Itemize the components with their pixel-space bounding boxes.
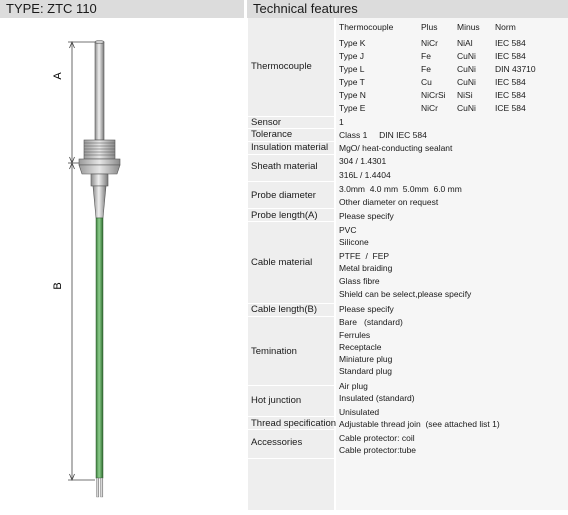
tc-type: Type N [339, 90, 366, 100]
tc-minus: CuNi [457, 64, 476, 74]
tc-minus: CuNi [457, 51, 476, 61]
product-drawing-panel [0, 18, 244, 510]
tc-type: Type T [339, 77, 365, 87]
tc-type: Type J [339, 51, 365, 61]
probe-length-value: Please specify [339, 211, 394, 221]
termination-value: Miniature plug [339, 354, 393, 364]
termination-label: Temination [251, 346, 297, 357]
thread-label: Thread specification [251, 418, 337, 429]
termination-value: Standard plug [339, 366, 392, 376]
accessories-value: Cable protector: coil [339, 433, 415, 443]
hot-junction-label: Hot junction [251, 395, 302, 406]
tc-type: Type K [339, 38, 366, 48]
probe-diameter-label: Probe diameter [251, 190, 316, 201]
tc-norm: DIN 43710 [495, 64, 536, 74]
hot-junction-value: Unisulated [339, 407, 380, 417]
cable-material-value: PTFE / FEP [339, 251, 390, 261]
technical-spec-table [248, 18, 568, 510]
cable-length-value: Please specify [339, 304, 394, 314]
tc-norm: IEC 584 [495, 77, 526, 87]
tc-norm: IEC 584 [495, 38, 526, 48]
tc-norm: IEC 584 [495, 90, 526, 100]
thread-value: Adjustable thread join (see attached list 1) [339, 419, 500, 429]
insulation-label: Insulation material [251, 142, 329, 153]
thermocouple-drawing [0, 18, 244, 510]
wire-leads [97, 478, 103, 497]
probe-length-label: Probe length(A) [251, 210, 318, 221]
type-header [0, 0, 244, 18]
cable [96, 218, 103, 478]
sheath-label: Sheath material [251, 161, 318, 172]
tc-type: Type L [339, 64, 365, 74]
probe-diameter-value: 3.0mm 4.0 mm 5.0mm 6.0 mm [339, 184, 462, 194]
probe-diameter-value: Other diameter on request [339, 197, 439, 207]
type-title: TYPE: ZTC 110 [6, 1, 97, 16]
label-cell-blank [248, 459, 334, 510]
cable-material-value: Glass fibre [339, 276, 380, 286]
hot-junction-value: Insulated (standard) [339, 393, 415, 403]
sensor-value: 1 [339, 117, 344, 127]
cable-material-value: Shield can be select,please specify [339, 289, 472, 299]
thermocouple-label: Thermocouple [251, 61, 312, 72]
tc-minus: NiAl [457, 38, 473, 48]
cable-material-value: Metal braiding [339, 263, 393, 273]
tc-plus: Cu [421, 77, 432, 87]
tolerance-label: Tolerance [251, 129, 293, 140]
termination-value: Air plug [339, 381, 368, 391]
dimension-lines [68, 42, 95, 480]
col-header-thermocouple: Thermocouple [339, 22, 394, 32]
tc-plus: NiCr [421, 38, 438, 48]
tc-minus: CuNi [457, 103, 476, 113]
dimension-b-label: B [52, 282, 64, 290]
tc-norm: ICE 584 [495, 103, 526, 113]
tc-norm: IEC 584 [495, 51, 526, 61]
termination-value: Ferrules [339, 330, 371, 340]
tc-plus: NiCr [421, 103, 438, 113]
col-header-norm: Norm [495, 22, 516, 32]
tolerance-value: Class 1 DIN IEC 584 [339, 130, 427, 140]
dimension-a-label: A [52, 72, 64, 80]
termination-value: Receptacle [339, 342, 382, 352]
col-header-plus: Plus [421, 22, 438, 32]
accessories-value: Cable protector:tube [339, 445, 417, 455]
tc-plus: Fe [421, 64, 431, 74]
technical-features-header [247, 0, 568, 18]
technical-features-title: Technical features [253, 1, 358, 16]
accessories-label: Accessories [251, 437, 303, 448]
termination-value: Bare (standard) [339, 317, 403, 327]
cable-length-label: Cable length(B) [251, 304, 318, 315]
sheath-value: 316L / 1.4404 [339, 170, 391, 180]
tc-type: Type E [339, 103, 366, 113]
tc-plus: NiCrSi [421, 90, 446, 100]
col-header-minus: Minus [457, 22, 480, 32]
cable-material-label: Cable material [251, 257, 313, 268]
tc-minus: CuNi [457, 77, 476, 87]
sheath-value: 304 / 1.4301 [339, 156, 387, 166]
insulation-value: MgO/ heat-conducting sealant [339, 143, 453, 153]
cable-material-value: Silicone [339, 237, 369, 247]
thread-fitting [79, 140, 120, 218]
cable-material-value: PVC [339, 225, 357, 235]
sensor-label: Sensor [251, 117, 282, 128]
tc-plus: Fe [421, 51, 431, 61]
probe-sheath [95, 41, 104, 141]
tc-minus: NiSi [457, 90, 473, 100]
